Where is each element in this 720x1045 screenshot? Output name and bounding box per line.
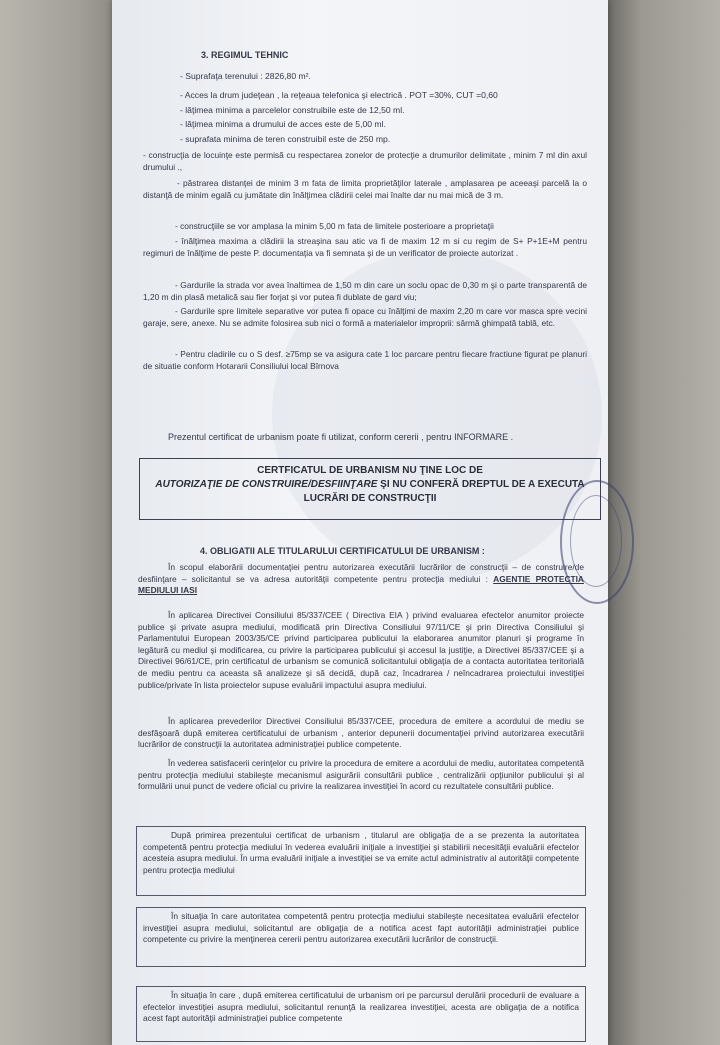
section3-paragraph5: - Gardurile la strada vor avea înaltimea de 1,50 m din care un soclu opac de 0,30 m şi o parte transparentă de 1,20 m din plasă metalică sau fier forjat şi vor putea fi dublate de gard viu; xyxy=(143,280,587,302)
official-stamp-inner-ring xyxy=(570,495,622,587)
background-left-edge xyxy=(0,0,112,1045)
section4-title: 4. OBLIGATII ALE TITULARULUI CERTIFICATULUI DE URBANISM : xyxy=(200,546,485,556)
notice-line2-rest: ŞI NU CONFERĂ DREPTUL DE A EXECUTA xyxy=(377,479,585,490)
section3-paragraph1: - construcţia de locuinţe este permisă cu respectarea zonelor de protecţie a drumurilor delimitate , minim 7 ml din axul drumului ., xyxy=(143,150,587,172)
environment-agency-name: AGENTIE PROTECTIA MEDIULUI IASI xyxy=(138,573,584,596)
certificate-notice-box xyxy=(139,458,601,520)
obligation-box-3: În situaţia în care , după emiterea certificatului de urbanism ori pe parcursul derulării procedurii de evaluare a efectelor investiţiei asupra mediului, solicitantul renunţă la realizarea investiţiei, acesta are obligaţia de a notifica acest fapt autorităţii administraţiei publice competente xyxy=(136,986,586,1042)
section3-line1: - Suprafaţa terenului : 2826,80 m². xyxy=(180,71,311,81)
section3-paragraph7: - Pentru cladirile cu o S desf. ≥75mp se va asigura cate 1 loc parcare pentru fiecare fractiune figurat pe planuri de situatie conform Hotararii Consiliului local Bîrnova xyxy=(143,349,587,371)
notice-line2 xyxy=(140,478,600,492)
obligation-box-2: În situaţia în care autoritatea competentă pentru protecţia mediului stabileşte necesitatea evaluării efectelor investiţiei asupra mediului, solicitantul are obligaţia de a notifica acest fapt autorităţii administraţiei publice competente cu privire la menţinerea cererii pentru autorizarea executării lucrărilor de construcţii. xyxy=(136,907,586,967)
section4-paragraph4: În vederea satisfacerii cerinţelor cu privire la procedura de emitere a acordului de mediu, autoritatea competentă pentru protecţia mediului stabileşte mecanismul asigurării consultării publice , centralizării opţiunilor publicului şi al formulării unui punct de vedere oficial cu privire la realizarea investiţiei în acord cu rezultatele consultării publice. xyxy=(138,758,584,792)
notice-line1: CERTFICATUL DE URBANISM NU ŢINE LOC DE xyxy=(257,465,483,476)
section3-paragraph4: - înălţimea maxima a clădirii la streaşina sau atic va fi de maxim 12 m si cu regim de S+ P+1E+M pentru regimuri de înălţime de peste P. documentaţia va fi semnata şi de un verificator de proiecte autorizat . xyxy=(143,236,587,258)
section3-line2: - Acces la drum judeţean , la reţeaua telefonica şi electrică . POT =30%, CUT =0,60 xyxy=(180,90,498,100)
usage-statement: Prezentul certificat de urbanism poate fi utilizat, conform cererii , pentru INFORMARE . xyxy=(168,432,514,442)
section3-line5: - suprafata minima de teren construibil este de 250 mp. xyxy=(180,134,391,144)
section3-paragraph6: - Gardurile spre limitele separative vor putea fi opace cu înălţimi de maxim 2,20 m care vor masca spre vecini garaje, sere, anexe. Nu se admite folosirea sub nici o formă a materialelor improprii: sârmă ghimpată tablă, etc. xyxy=(143,306,587,328)
section4-paragraph1 xyxy=(138,562,584,597)
section3-title: 3. REGIMUL TEHNIC xyxy=(201,50,289,60)
obligation-box-1: După primirea prezentului certificat de urbanism , titularul are obligaţia de a se prezenta la autoritatea competentă pentru protecţia mediului în vederea evaluării iniţiale a investiţiei şi stabilirii necesităţii evaluării efectelor acesteia asupra mediului. În urma evaluării iniţiale a investiţiei se va emite actul administrativ al autorităţii competente pentru protecţia mediului xyxy=(136,826,586,896)
notice-line2-italic: AUTORIZAŢIE DE CONSTRUIRE/DESFIINŢARE xyxy=(155,479,378,490)
section4-paragraph3: În aplicarea prevederilor Directivei Consiliului 85/337/CEE, procedura de emitere a acordului de mediu se desfăşoară după emiterea certificatului de urbanism , anterior depunerii documentaţiei privind autorizarea executării lucrărilor de construcţii la autoritatea administraţiei publice competente. xyxy=(138,716,584,750)
section4-paragraph1-text: În scopul elaborării documentaţiei pentru autorizarea executării lucrărilor de construcţii – de construire/de desfiinţare – solicitantul se va adresa autorităţii competente pentru protecţia mediului : xyxy=(138,562,584,584)
section3-line3: - lăţimea minima a parcelelor construibile este de 12,50 ml. xyxy=(180,105,405,115)
section4-paragraph2: În aplicarea Directivei Consiliului 85/337/CEE ( Directiva EIA ) privind evaluarea efectelor anumitor proiecte publice şi private asupra mediului, modificată prin Directiva Consiliului 97/11/CE şi prin Directiva Consiliului şi Parlamentului European 2003/35/CE privind participarea publicului la elaborarea anumitor planuri şi programe în legătură cu mediul şi modificarea, cu privire la participarea publicului şi accesul la justiţie, a Directivei 85/337/CEE şi a Directivei 96/61/CE, prin certificatul de urbanism se comunică solicitantului obligaţia de a contacta autoritatea teritorială de mediu pentru ca aceasta să analizeze şi să decidă, după caz, încadrarea / neîncadrarea proiectului investiţiei publice/private în lista proiectelor supuse evaluării impactului asupra mediului. xyxy=(138,610,584,690)
section3-line4: - lăţimea minima a drumului de acces este de 5,00 ml. xyxy=(180,119,386,129)
section3-paragraph2: - păstrarea distanţei de minim 3 m fata de limita proprietăţilor laterale , amplasarea pe aceeaşi parcelă la o distanţă de minim egală cu jumătate din înălţimea clădirii celei mai înalte dar nu mai mică de 3 m. xyxy=(143,178,587,200)
notice-line3: LUCRĂRI DE CONSTRUCŢII xyxy=(303,493,437,504)
section3-paragraph3: - construcţiile se vor amplasa la minim 5,00 m fata de limitele posterioare a proprietaţii xyxy=(175,221,494,231)
